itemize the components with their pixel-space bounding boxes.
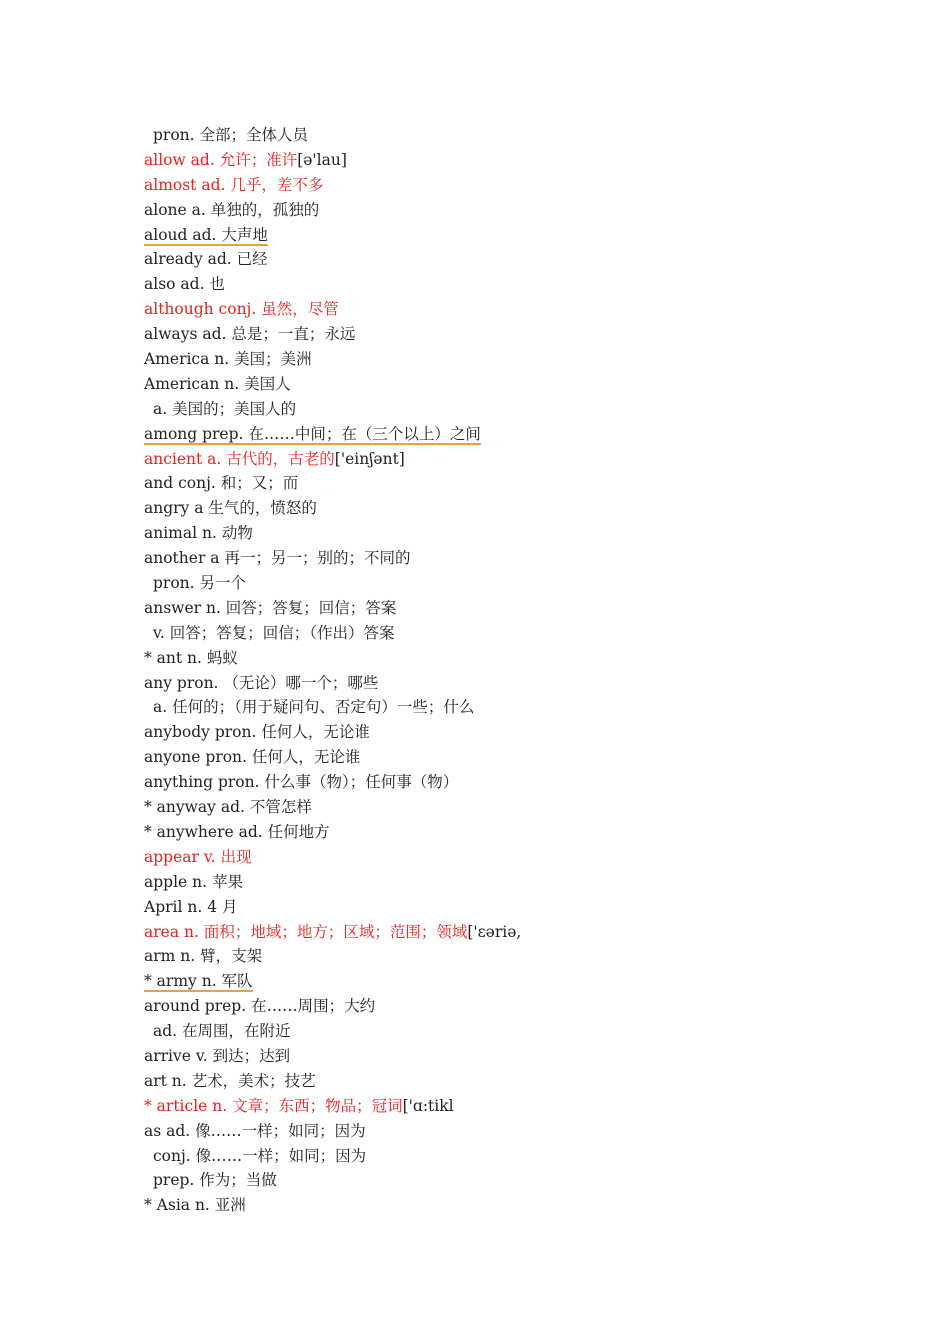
vocabulary-list bbox=[144, 123, 844, 1218]
vocab-line bbox=[144, 447, 844, 472]
entry-text: already ad. 已经 bbox=[144, 250, 268, 269]
entry-text: pron. 另一个 bbox=[153, 574, 247, 593]
vocab-line bbox=[144, 1019, 844, 1044]
entry-text: always ad. 总是；一直；永远 bbox=[144, 325, 356, 344]
vocab-entry-text bbox=[144, 947, 262, 965]
entry-text: ad. 在周围，在附近 bbox=[153, 1022, 291, 1041]
vocab-entry-text bbox=[144, 898, 238, 916]
vocab-entry-text bbox=[144, 798, 312, 816]
entry-text: a. 任何的；（用于疑问句、否定句）一些；什么 bbox=[153, 698, 475, 717]
entry-text: ['ɛəriə, bbox=[467, 922, 522, 941]
vocab-entry-text bbox=[144, 151, 347, 169]
entry-text: April n. 4 月 bbox=[144, 897, 238, 916]
entry-text: ['ɑ:tikl bbox=[402, 1096, 454, 1115]
entry-text: around prep. 在……周围；大约 bbox=[144, 997, 376, 1016]
vocab-line bbox=[144, 745, 844, 770]
vocab-entry-text bbox=[144, 499, 317, 517]
vocab-line bbox=[144, 148, 844, 173]
vocab-entry-text bbox=[144, 425, 481, 445]
entry-text: animal n. 动物 bbox=[144, 524, 253, 543]
entry-text: pron. 全部；全体人员 bbox=[153, 126, 309, 144]
vocab-line bbox=[144, 695, 844, 720]
vocab-entry-text bbox=[144, 823, 330, 841]
vocab-line bbox=[144, 422, 844, 447]
entry-text: * army n. 军队 bbox=[144, 972, 253, 991]
vocab-line bbox=[144, 845, 844, 870]
entry-text: aloud ad. 大声地 bbox=[144, 225, 268, 244]
vocab-entry-text bbox=[153, 698, 474, 716]
vocab-entry-text bbox=[153, 624, 395, 642]
highlighted-entry: almost ad. 几乎，差不多 bbox=[144, 175, 324, 194]
vocab-entry-text bbox=[144, 450, 405, 468]
entry-text: among prep. 在……中间；在（三个以上）之间 bbox=[144, 424, 481, 443]
entry-text: and conj. 和；又；而 bbox=[144, 474, 299, 493]
vocab-entry-text bbox=[144, 674, 378, 692]
vocab-line bbox=[144, 870, 844, 895]
vocab-line bbox=[144, 994, 844, 1019]
entry-text: another a 再一；另一；别的；不同的 bbox=[144, 549, 411, 568]
entry-text: arm n. 臂，支架 bbox=[144, 947, 263, 966]
entry-text: apple n. 苹果 bbox=[144, 872, 243, 891]
entry-text: [ə'lau] bbox=[297, 150, 347, 169]
vocab-entry-text bbox=[153, 1171, 277, 1189]
vocab-line bbox=[144, 1144, 844, 1169]
vocab-line bbox=[144, 1193, 844, 1218]
vocab-entry-text bbox=[144, 350, 312, 368]
entry-text: anyone pron. 任何人，无论谁 bbox=[144, 748, 361, 767]
vocab-line bbox=[144, 720, 844, 745]
vocab-line bbox=[144, 795, 844, 820]
vocab-line bbox=[144, 123, 844, 148]
vocab-entry-text bbox=[144, 649, 238, 667]
vocab-line bbox=[144, 1094, 844, 1119]
vocab-entry-text bbox=[144, 176, 323, 194]
vocab-line bbox=[144, 173, 844, 198]
vocab-entry-text bbox=[144, 325, 355, 343]
vocab-entry-text bbox=[144, 848, 252, 866]
vocab-entry-text bbox=[153, 1022, 291, 1040]
vocab-entry-text bbox=[144, 201, 319, 219]
entry-text: * ant n. 蚂蚁 bbox=[144, 648, 238, 667]
highlighted-entry: ancient a. 古代的，古老的 bbox=[144, 449, 335, 468]
entry-text: anybody pron. 任何人，无论谁 bbox=[144, 723, 370, 742]
vocab-entry-text bbox=[144, 524, 253, 542]
vocab-line bbox=[144, 347, 844, 372]
vocab-line bbox=[144, 895, 844, 920]
vocab-entry-text bbox=[144, 599, 396, 617]
vocab-entry-text bbox=[144, 1122, 366, 1140]
vocab-line bbox=[144, 546, 844, 571]
vocab-entry-text bbox=[144, 1097, 454, 1115]
vocab-entry-text bbox=[144, 275, 225, 293]
vocab-entry-text bbox=[153, 574, 246, 592]
vocab-line bbox=[144, 571, 844, 596]
vocab-entry-text bbox=[144, 474, 298, 492]
vocab-line bbox=[144, 272, 844, 297]
vocab-line bbox=[144, 1168, 844, 1193]
highlighted-entry: allow ad. 允许；准许 bbox=[144, 150, 298, 169]
highlighted-entry: appear v. 出现 bbox=[144, 847, 252, 866]
vocab-entry-text bbox=[144, 923, 521, 941]
vocab-entry-text bbox=[144, 873, 243, 891]
vocab-line bbox=[144, 621, 844, 646]
vocab-line bbox=[144, 646, 844, 671]
vocab-entry-text bbox=[144, 1196, 246, 1214]
vocab-line bbox=[144, 671, 844, 696]
vocab-line bbox=[144, 372, 844, 397]
vocab-entry-text bbox=[144, 723, 370, 741]
entry-text: * Asia n. 亚洲 bbox=[144, 1196, 246, 1215]
vocab-line bbox=[144, 471, 844, 496]
vocab-line bbox=[144, 223, 844, 248]
entry-text: America n. 美国；美洲 bbox=[144, 350, 312, 369]
entry-text: * anywhere ad. 任何地方 bbox=[144, 822, 330, 841]
entry-text: answer n. 回答；答复；回信；答案 bbox=[144, 598, 397, 617]
vocab-line bbox=[144, 969, 844, 994]
entry-text: v. 回答；答复；回信；（作出）答案 bbox=[153, 623, 395, 642]
vocab-entry-text bbox=[153, 400, 296, 418]
vocab-line bbox=[144, 920, 844, 945]
entry-text: a. 美国的；美国人的 bbox=[153, 399, 297, 418]
entry-text: * anyway ad. 不管怎样 bbox=[144, 798, 312, 817]
vocab-line bbox=[144, 397, 844, 422]
vocab-entry-text bbox=[144, 972, 253, 992]
entry-text: anything pron. 什么事（物）；任何事（物） bbox=[144, 773, 459, 792]
vocab-line bbox=[144, 521, 844, 546]
vocab-line bbox=[144, 297, 844, 322]
highlighted-entry: * article n. 文章；东西；物品；冠词 bbox=[144, 1096, 403, 1115]
entry-text: art n. 艺术，美术；技艺 bbox=[144, 1071, 316, 1090]
entry-text: as ad. 像……一样；如同；因为 bbox=[144, 1121, 366, 1140]
vocab-entry-text bbox=[144, 748, 360, 766]
vocab-entry-text bbox=[144, 1072, 316, 1090]
entry-text: any pron. （无论）哪一个；哪些 bbox=[144, 673, 379, 692]
vocab-line bbox=[144, 820, 844, 845]
entry-text: American n. 美国人 bbox=[144, 374, 291, 393]
vocab-entry-text bbox=[144, 250, 268, 268]
entry-text: prep. 作为；当做 bbox=[153, 1171, 277, 1190]
vocab-entry-text bbox=[144, 300, 339, 318]
vocab-line bbox=[144, 247, 844, 272]
vocab-line bbox=[144, 198, 844, 223]
vocab-entry-text bbox=[153, 1147, 366, 1165]
vocab-line bbox=[144, 1119, 844, 1144]
entry-text: ['einʃənt] bbox=[334, 449, 405, 468]
vocab-line bbox=[144, 1069, 844, 1094]
vocab-entry-text bbox=[144, 375, 291, 393]
vocab-line bbox=[144, 1044, 844, 1069]
vocab-entry-text bbox=[144, 773, 458, 791]
vocab-line bbox=[144, 496, 844, 521]
entry-text: angry a 生气的，愤怒的 bbox=[144, 499, 317, 518]
vocab-entry-text bbox=[144, 549, 410, 567]
vocab-line bbox=[144, 596, 844, 621]
vocab-entry-text bbox=[144, 997, 375, 1015]
highlighted-entry: area n. 面积；地域；地方；区域；范围；领域 bbox=[144, 922, 468, 941]
entry-text: conj. 像……一样；如同；因为 bbox=[153, 1146, 367, 1165]
vocab-line bbox=[144, 322, 844, 347]
vocab-line bbox=[144, 944, 844, 969]
vocab-entry-text bbox=[144, 1047, 290, 1065]
highlighted-entry: although conj. 虽然，尽管 bbox=[144, 300, 339, 319]
entry-text: arrive v. 到达；达到 bbox=[144, 1046, 291, 1065]
vocab-entry-text bbox=[144, 226, 268, 246]
vocab-line bbox=[144, 770, 844, 795]
entry-text: also ad. 也 bbox=[144, 275, 225, 294]
vocab-entry-text bbox=[153, 126, 308, 144]
entry-text: alone a. 单独的，孤独的 bbox=[144, 200, 320, 219]
